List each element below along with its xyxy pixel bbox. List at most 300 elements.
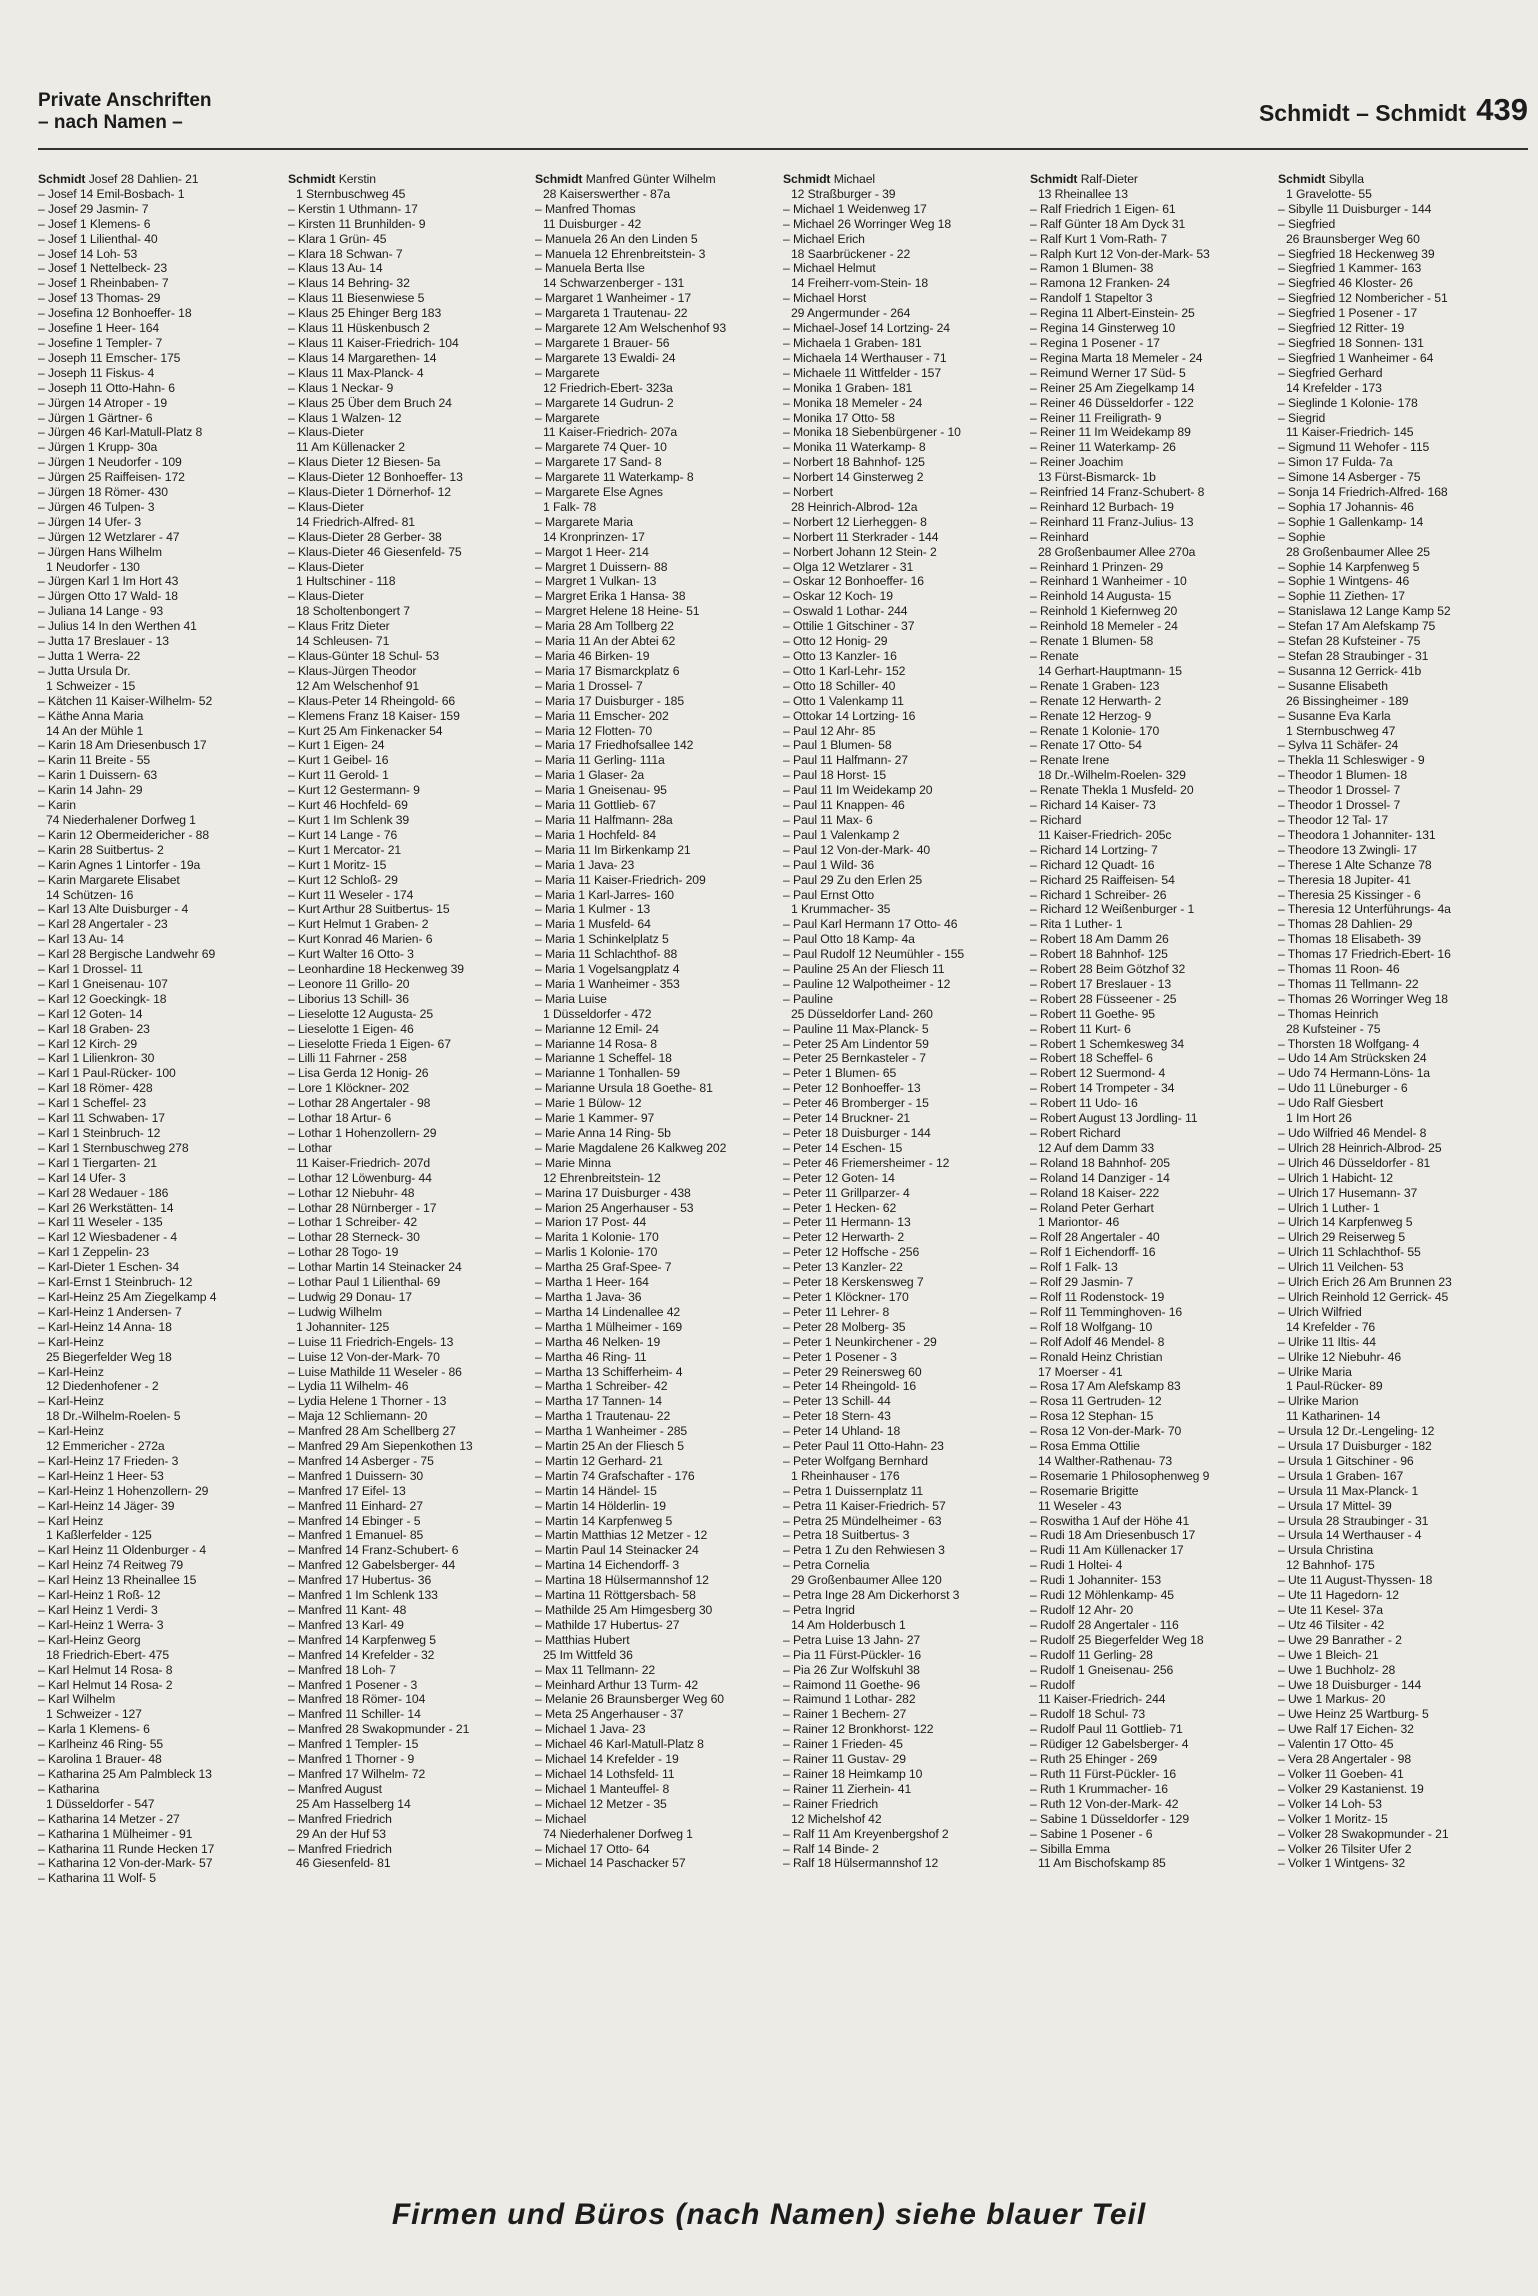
entry-text: – Ulrike 12 Niebuhr- 46 [1278, 1349, 1402, 1364]
directory-entry [783, 619, 1023, 634]
entry-text: – Karl 1 Scheffel- 23 [38, 1096, 147, 1111]
directory-entry [288, 1230, 528, 1245]
directory-entry [288, 276, 528, 291]
directory-entry [535, 1365, 775, 1380]
entry-text: – Ralf Günter 18 Am Dyck 31 [1030, 216, 1186, 231]
directory-entry [1030, 1543, 1270, 1558]
entry-text: – Karl-Ernst 1 Steinbruch- 12 [38, 1275, 193, 1290]
directory-entry [1278, 1782, 1518, 1797]
entry-text: – Marie Magdalene 26 Kalkweg 202 [535, 1140, 727, 1155]
entry-text: 28 Kaiserswerther - 87a [543, 186, 671, 201]
directory-entry [288, 1245, 528, 1260]
entry-text: – Maria 1 Kulmer - 13 [535, 902, 651, 917]
directory-entry [288, 1022, 528, 1037]
entry-text: 1 Falk- 78 [543, 499, 597, 514]
entry-text: – Thorsten 18 Wolfgang- 4 [1278, 1036, 1420, 1051]
directory-entry [288, 1812, 528, 1827]
entry-text: – Robert 1 Schemkesweg 34 [1030, 1036, 1184, 1051]
directory-entry [1030, 1245, 1270, 1260]
directory-entry [1278, 1454, 1518, 1469]
directory-entry [1278, 873, 1518, 888]
directory-entry [783, 276, 1023, 291]
entry-text: 14 Schützen- 16 [46, 887, 134, 902]
directory-entry [783, 515, 1023, 530]
directory-entry [1278, 455, 1518, 470]
directory-entry [38, 753, 278, 768]
directory-entry [783, 1424, 1023, 1439]
directory-entry [38, 694, 278, 709]
directory-entry [535, 1603, 775, 1618]
entry-text: – Manfred Thomas [535, 201, 636, 216]
directory-entry [783, 992, 1023, 1007]
entry-text: – Maria 11 Halfmann- 28a [535, 812, 673, 827]
entry-text: – Rainer 1 Bechem- 27 [783, 1707, 907, 1722]
entry-text: – Michael 1 Weidenweg 17 [783, 201, 927, 216]
entry-text: 26 Braunsberger Weg 60 [1286, 231, 1420, 246]
entry-text: – Michael Erich [783, 231, 865, 246]
directory-entry [288, 768, 528, 783]
entry-text: – Meta 25 Angerhauser - 37 [535, 1707, 684, 1722]
entry-text: – Manfred 17 Eifel- 13 [288, 1483, 406, 1498]
entry-text: – Reinhard 1 Wanheimer - 10 [1030, 574, 1187, 589]
directory-entry [535, 202, 775, 217]
directory-entry [288, 634, 528, 649]
entry-text: – Martha 46 Nelken- 19 [535, 1334, 661, 1349]
entry-text: – Lothar 18 Artur- 6 [288, 1111, 392, 1126]
entry-text: – Manfred 14 Franz-Schubert- 6 [288, 1543, 459, 1558]
entry-text: – Martin 14 Hölderlin- 19 [535, 1498, 666, 1513]
directory-entry [288, 1737, 528, 1752]
directory-entry [783, 396, 1023, 411]
entry-text: – Jürgen 25 Raiffeisen- 172 [38, 470, 185, 485]
directory-entry [535, 232, 775, 247]
entry-text: – Manuela Berta Ilse [535, 261, 645, 276]
entry-text: – Leonore 11 Grillo- 20 [288, 976, 410, 991]
entry-text: – Lothar 28 Togo- 19 [288, 1245, 399, 1260]
entry-text: – Norbert 18 Bahnhof- 125 [783, 455, 925, 470]
directory-entry [535, 574, 775, 589]
directory-entry [1278, 888, 1518, 903]
entry-text: – Marie 1 Bülow- 12 [535, 1096, 642, 1111]
entry-text: – Rudolf 11 Gerling- 28 [1030, 1647, 1153, 1662]
entry-text: – Peter 46 Bromberger - 15 [783, 1096, 929, 1111]
entry-text: – Maria 17 Bismarckplatz 6 [535, 663, 680, 678]
directory-entry [288, 873, 528, 888]
entry-text: – Jürgen 18 Römer- 430 [38, 485, 168, 500]
entry-text: – Lieselotte 1 Eigen- 46 [288, 1021, 414, 1036]
entry-text: – Margaret 1 Wanheimer - 17 [535, 291, 692, 306]
directory-entry [783, 962, 1023, 977]
directory-entry [1278, 1618, 1518, 1633]
entry-text: 25 Im Wittfeld 36 [543, 1647, 633, 1662]
directory-entry [783, 306, 1023, 321]
directory-columns [38, 172, 1528, 2157]
entry-text: – Michael [535, 1811, 587, 1826]
entry-text: – Michael 17 Otto- 64 [535, 1841, 650, 1856]
directory-entry [783, 783, 1023, 798]
directory-entry [38, 1096, 278, 1111]
directory-entry [1278, 709, 1518, 724]
entry-text: – Karin 11 Breite - 55 [38, 753, 151, 768]
directory-entry [1030, 232, 1270, 247]
directory-entry [783, 888, 1023, 903]
entry-text: – Rolf 11 Temminghoven- 16 [1030, 1304, 1183, 1319]
entry-text: – Josef 1 Nettelbeck- 23 [38, 261, 168, 276]
directory-entry [535, 813, 775, 828]
entry-text: – Margarete 13 Ewaldi- 24 [535, 350, 676, 365]
directory-entry [783, 411, 1023, 426]
directory-entry [783, 932, 1023, 947]
entry-text: – Karl Helmut 14 Rosa- 2 [38, 1677, 173, 1692]
directory-entry [535, 1111, 775, 1126]
directory-entry [535, 962, 775, 977]
entry-text: – Jürgen 12 Wetzlarer - 47 [38, 529, 180, 544]
directory-entry [1030, 1394, 1270, 1409]
entry-text: – Stefan 17 Am Alefskamp 75 [1278, 619, 1436, 634]
entry-text: – Lothar 28 Sterneck- 30 [288, 1230, 420, 1245]
directory-entry [38, 813, 278, 828]
entry-text: Sibylla [1328, 172, 1364, 186]
entry-text: – Peter 18 Duisburger - 144 [783, 1126, 931, 1140]
directory-entry [535, 1499, 775, 1514]
directory-entry [288, 724, 528, 739]
directory-entry [535, 515, 775, 530]
directory-entry [1030, 679, 1270, 694]
directory-entry [288, 1856, 528, 1871]
directory-entry [288, 291, 528, 306]
entry-text: – Paul Rudolf 12 Neumühler - 155 [783, 947, 965, 962]
entry-text: – Peter 1 Posener - 3 [783, 1349, 897, 1364]
entry-text: – Klaus-Jürgen Theodor [288, 663, 417, 678]
directory-entry [1030, 187, 1270, 202]
entry-text: – Karl-Heinz Georg [38, 1632, 141, 1647]
entry-text: – Joseph 11 Fiskus- 4 [38, 365, 155, 380]
entry-text: – Meinhard Arthur 13 Turm- 42 [535, 1677, 699, 1692]
section-title [38, 90, 212, 134]
directory-entry [1278, 604, 1518, 619]
directory-entry [38, 917, 278, 932]
entry-text: – Kurt 1 Im Schlenk 39 [288, 812, 410, 827]
entry-text: – Roland 18 Kaiser- 222 [1030, 1185, 1160, 1200]
entry-text: – Udo 74 Hermann-Löns- 1a [1278, 1066, 1430, 1081]
entry-text: – Thomas 11 Roon- 46 [1278, 962, 1400, 977]
directory-entry [288, 1752, 528, 1767]
directory-entry [1030, 1618, 1270, 1633]
directory-entry [535, 485, 775, 500]
directory-entry [38, 1439, 278, 1454]
directory-entry [38, 1081, 278, 1096]
directory-entry [38, 1692, 278, 1707]
entry-text: – Rudi 1 Johanniter- 153 [1030, 1573, 1162, 1588]
entry-text: – Kerstin 1 Uthmann- 17 [288, 201, 418, 216]
entry-text: – Susanna 12 Gerrick- 41b [1278, 663, 1422, 678]
entry-text: – Peter 11 Lehrer- 8 [783, 1304, 890, 1319]
directory-entry [1278, 1812, 1518, 1827]
entry-text: – Regina 1 Posener - 17 [1030, 335, 1160, 350]
entry-text: – Karl 28 Wedauer - 186 [38, 1185, 169, 1200]
entry-text: 25 Am Hasselberg 14 [296, 1796, 411, 1811]
directory-entry [535, 1320, 775, 1335]
directory-entry [288, 1186, 528, 1201]
directory-entry [535, 217, 775, 232]
directory-entry [1030, 1767, 1270, 1782]
directory-entry [783, 604, 1023, 619]
directory-entry [1278, 291, 1518, 306]
directory-entry [288, 351, 528, 366]
entry-text: – Paul Karl Hermann 17 Otto- 46 [783, 917, 958, 932]
entry-text: – Maria 11 Emscher- 202 [535, 708, 669, 723]
entry-text: – Reinhold 14 Augusta- 15 [1030, 589, 1172, 604]
directory-entry [1030, 992, 1270, 1007]
entry-text: 1 Neudorfer - 130 [46, 559, 140, 574]
directory-entry [288, 798, 528, 813]
directory-entry [38, 1633, 278, 1648]
directory-entry [1278, 1707, 1518, 1722]
entry-text: – Josef 1 Klemens- 6 [38, 216, 151, 231]
directory-entry [1030, 1365, 1270, 1380]
entry-text: – Joseph 11 Emscher- 175 [38, 350, 181, 365]
entry-text: – Ralph Kurt 12 Von-der-Mark- 53 [1030, 246, 1210, 261]
directory-entry [38, 1856, 278, 1871]
entry-text: 12 Ehrenbreitstein- 12 [543, 1170, 661, 1185]
entry-text: – Michael-Josef 14 Lortzing- 24 [783, 321, 950, 336]
entry-text: – Peter 1 Hecken- 62 [783, 1200, 897, 1215]
entry-text: – Sophia 17 Johannis- 46 [1278, 499, 1414, 514]
directory-entry [535, 753, 775, 768]
directory-entry [288, 515, 528, 530]
directory-entry [535, 440, 775, 455]
entry-text: 12 Emmericher - 272a [46, 1439, 165, 1454]
directory-entry [783, 187, 1023, 202]
entry-text: – Rüdiger 12 Gabelsberger- 4 [1030, 1737, 1189, 1752]
entry-text: – Sophie [1278, 529, 1326, 544]
entry-text: – Karl-Heinz [38, 1334, 104, 1349]
directory-entry [783, 1335, 1023, 1350]
entry-text: – Marianne 1 Tonhallen- 59 [535, 1066, 680, 1081]
directory-entry [1030, 1320, 1270, 1335]
entry-text: – Ulrike Maria [1278, 1364, 1352, 1379]
entry-text: – Margarete [535, 365, 600, 380]
directory-entry [288, 1037, 528, 1052]
directory-entry [288, 932, 528, 947]
entry-text: – Michaela 1 Graben- 181 [783, 335, 922, 350]
entry-text: – Thekla 11 Schleswiger - 9 [1278, 753, 1425, 768]
directory-entry [535, 1812, 775, 1827]
entry-text: – Olga 12 Wetzlarer - 31 [783, 559, 914, 574]
directory-entry [38, 1409, 278, 1424]
entry-text: – Lisa Gerda 12 Honig- 26 [288, 1066, 429, 1081]
directory-entry [535, 1066, 775, 1081]
entry-text: – Theodor 12 Tal- 17 [1278, 812, 1389, 827]
directory-entry [783, 1678, 1023, 1693]
directory-entry [38, 1707, 278, 1722]
directory-entry [38, 902, 278, 917]
entry-text: – Monika 1 Graben- 181 [783, 380, 913, 395]
entry-text: – Robert 11 Goethe- 95 [1030, 1006, 1155, 1021]
directory-entry [535, 1856, 775, 1871]
entry-text: – Karl 1 Lilienkron- 30 [38, 1051, 155, 1066]
directory-entry [1278, 232, 1518, 247]
directory-entry [1278, 1186, 1518, 1201]
entry-text: 18 Dr.-Wilhelm-Roelen- 329 [1038, 768, 1186, 783]
entry-text: – Simon 17 Fulda- 7a [1278, 455, 1393, 470]
entry-text: 1 Hultschiner - 118 [296, 574, 396, 589]
entry-text: – Michael Helmut [783, 261, 876, 276]
directory-entry [535, 411, 775, 426]
directory-entry [783, 1484, 1023, 1499]
directory-entry [38, 738, 278, 753]
entry-text: – Theresia 25 Kissinger - 6 [1278, 887, 1421, 902]
entry-text: – Udo Wilfried 46 Mendel- 8 [1278, 1126, 1427, 1140]
entry-text: – Rosa 11 Gertruden- 12 [1030, 1394, 1162, 1409]
entry-text: – Karin Agnes 1 Lintorfer - 19a [38, 857, 201, 872]
directory-entry [288, 962, 528, 977]
directory-entry [535, 336, 775, 351]
directory-entry [288, 1797, 528, 1812]
entry-text: – Uwe 1 Markus- 20 [1278, 1692, 1386, 1707]
entry-text: – Renate 12 Herwarth- 2 [1030, 693, 1162, 708]
entry-text: – Klara 1 Grün- 45 [288, 231, 387, 246]
directory-entry [1278, 1260, 1518, 1275]
entry-text: – Sophie 14 Karpfenweg 5 [1278, 559, 1420, 574]
entry-text: – Manfred 1 Im Schlenk 133 [288, 1588, 438, 1603]
directory-entry [1030, 545, 1270, 560]
directory-entry [783, 724, 1023, 739]
entry-text: – Manfred 17 Hubertus- 36 [288, 1573, 432, 1588]
directory-entry [535, 1126, 775, 1141]
directory-entry [1278, 1350, 1518, 1365]
entry-text: 14 An der Mühle 1 [46, 723, 144, 738]
directory-entry [288, 396, 528, 411]
directory-entry [1030, 843, 1270, 858]
entry-text: – Rudolf 1 Gneisenau- 256 [1030, 1662, 1174, 1677]
entry-text: – Theodora 1 Johanniter- 131 [1278, 827, 1436, 842]
directory-entry [783, 217, 1023, 232]
directory-entry [288, 1573, 528, 1588]
entry-text: – Petra 18 Suitbertus- 3 [783, 1528, 910, 1543]
entry-text: – Karl-Heinz 1 Andersen- 7 [38, 1304, 182, 1319]
directory-entry [38, 962, 278, 977]
directory-entry [535, 783, 775, 798]
entry-text: – Ursula 14 Werthauser - 4 [1278, 1528, 1422, 1543]
entry-text: 28 Großenbaumer Allee 25 [1286, 544, 1430, 559]
entry-text: – Karl-Heinz 1 Werra- 3 [38, 1617, 164, 1632]
entry-text: – Martin 12 Gerhard- 21 [535, 1453, 663, 1468]
entry-text: – Pia 26 Zur Wolfskuhl 38 [783, 1662, 920, 1677]
entry-text: – Jutta 17 Breslauer - 13 [38, 634, 169, 649]
directory-entry [38, 515, 278, 530]
entry-text: – Renate 1 Graben- 123 [1030, 678, 1160, 693]
directory-entry [1278, 1320, 1518, 1335]
entry-text: – Rolf 29 Jasmin- 7 [1030, 1275, 1134, 1290]
entry-text: – Jürgen Karl 1 Im Hort 43 [38, 574, 179, 589]
entry-text: 12 Am Welschenhof 91 [296, 678, 420, 693]
directory-entry [783, 873, 1023, 888]
directory-entry [535, 664, 775, 679]
entry-text: – Siegfried 1 Wanheimer - 64 [1278, 350, 1434, 365]
entry-text: – Karl 11 Weseler - 135 [38, 1215, 163, 1230]
entry-text: – Ute 11 August-Thyssen- 18 [1278, 1573, 1433, 1588]
directory-entry [1030, 649, 1270, 664]
directory-entry [1278, 1752, 1518, 1767]
entry-text: – Klaus Fritz Dieter [288, 619, 390, 634]
entry-text: – Rolf 1 Eichendorff- 16 [1030, 1245, 1156, 1260]
entry-text: – Luise 11 Friedrich-Engels- 13 [288, 1334, 454, 1349]
directory-entry [288, 530, 528, 545]
entry-text: – Sibylle 11 Duisburger - 144 [1278, 201, 1432, 216]
entry-text: – Ottilie 1 Gitschiner - 37 [783, 619, 915, 634]
entry-text: – Klemens Franz 18 Kaiser- 159 [288, 708, 460, 723]
directory-entry [1030, 1007, 1270, 1022]
directory-entry [783, 485, 1023, 500]
directory-entry [1278, 902, 1518, 917]
entry-text: 1 Krummacher- 35 [791, 902, 891, 917]
entry-text: – Martin 14 Karpfenweg 5 [535, 1513, 673, 1528]
entry-text: – Ulrich 1 Luther- 1 [1278, 1200, 1380, 1215]
directory-entry [38, 768, 278, 783]
entry-text: – Maria 11 Gottlieb- 67 [535, 798, 656, 813]
entry-text: – Karin [38, 798, 76, 813]
entry-text: 11 Duisburger - 42 [543, 216, 642, 231]
directory-entry [1278, 1827, 1518, 1842]
entry-text: – Karl 13 Au- 14 [38, 932, 124, 947]
entry-text: – Karl 12 Goeckingk- 18 [38, 991, 167, 1006]
directory-entry [535, 1573, 775, 1588]
directory-entry [1030, 1275, 1270, 1290]
entry-text: – Martina 14 Eichendorff- 3 [535, 1558, 680, 1573]
entry-text: – Margarete 14 Gudrun- 2 [535, 395, 674, 410]
directory-entry [38, 977, 278, 992]
entry-text: – Manfred 14 Karpfenweg 5 [288, 1632, 436, 1647]
entry-text: – Richard 14 Lortzing- 7 [1030, 842, 1158, 857]
directory-entry [38, 619, 278, 634]
entry-text: – Kurt 46 Hochfeld- 69 [288, 798, 408, 813]
directory-entry [1278, 1126, 1518, 1141]
directory-entry [288, 1663, 528, 1678]
entry-text: 46 Giesenfeld- 81 [296, 1856, 391, 1871]
directory-entry [38, 992, 278, 1007]
directory-entry [38, 366, 278, 381]
column-head-surname: Schmidt [38, 172, 86, 186]
directory-entry [1278, 172, 1518, 187]
directory-entry [288, 425, 528, 440]
directory-entry [288, 604, 528, 619]
directory-entry [1278, 1499, 1518, 1514]
directory-entry [535, 1782, 775, 1797]
directory-entry [288, 1633, 528, 1648]
directory-entry [535, 1424, 775, 1439]
entry-text: – Volker 14 Loh- 53 [1278, 1796, 1382, 1811]
entry-text: – Karlheinz 46 Ring- 55 [38, 1737, 164, 1752]
directory-entry [288, 619, 528, 634]
entry-text: – Karolina 1 Brauer- 48 [38, 1752, 162, 1767]
directory-entry [38, 858, 278, 873]
entry-text: – Pauline 11 Max-Planck- 5 [783, 1021, 929, 1036]
entry-text: – Karl 18 Graben- 23 [38, 1021, 150, 1036]
entry-text: – Paul 11 Im Weidekamp 20 [783, 783, 933, 798]
directory-entry [1030, 694, 1270, 709]
directory-entry [783, 589, 1023, 604]
entry-text: – Uwe Heinz 25 Wartburg- 5 [1278, 1707, 1429, 1722]
directory-entry [38, 649, 278, 664]
directory-entry [535, 1633, 775, 1648]
directory-entry [288, 1379, 528, 1394]
directory-entry [288, 485, 528, 500]
directory-entry [783, 1648, 1023, 1663]
directory-entry [288, 813, 528, 828]
entry-text: – Martin 74 Grafschafter - 176 [535, 1468, 695, 1483]
entry-text: – Marion 25 Angerhauser - 53 [535, 1200, 694, 1215]
